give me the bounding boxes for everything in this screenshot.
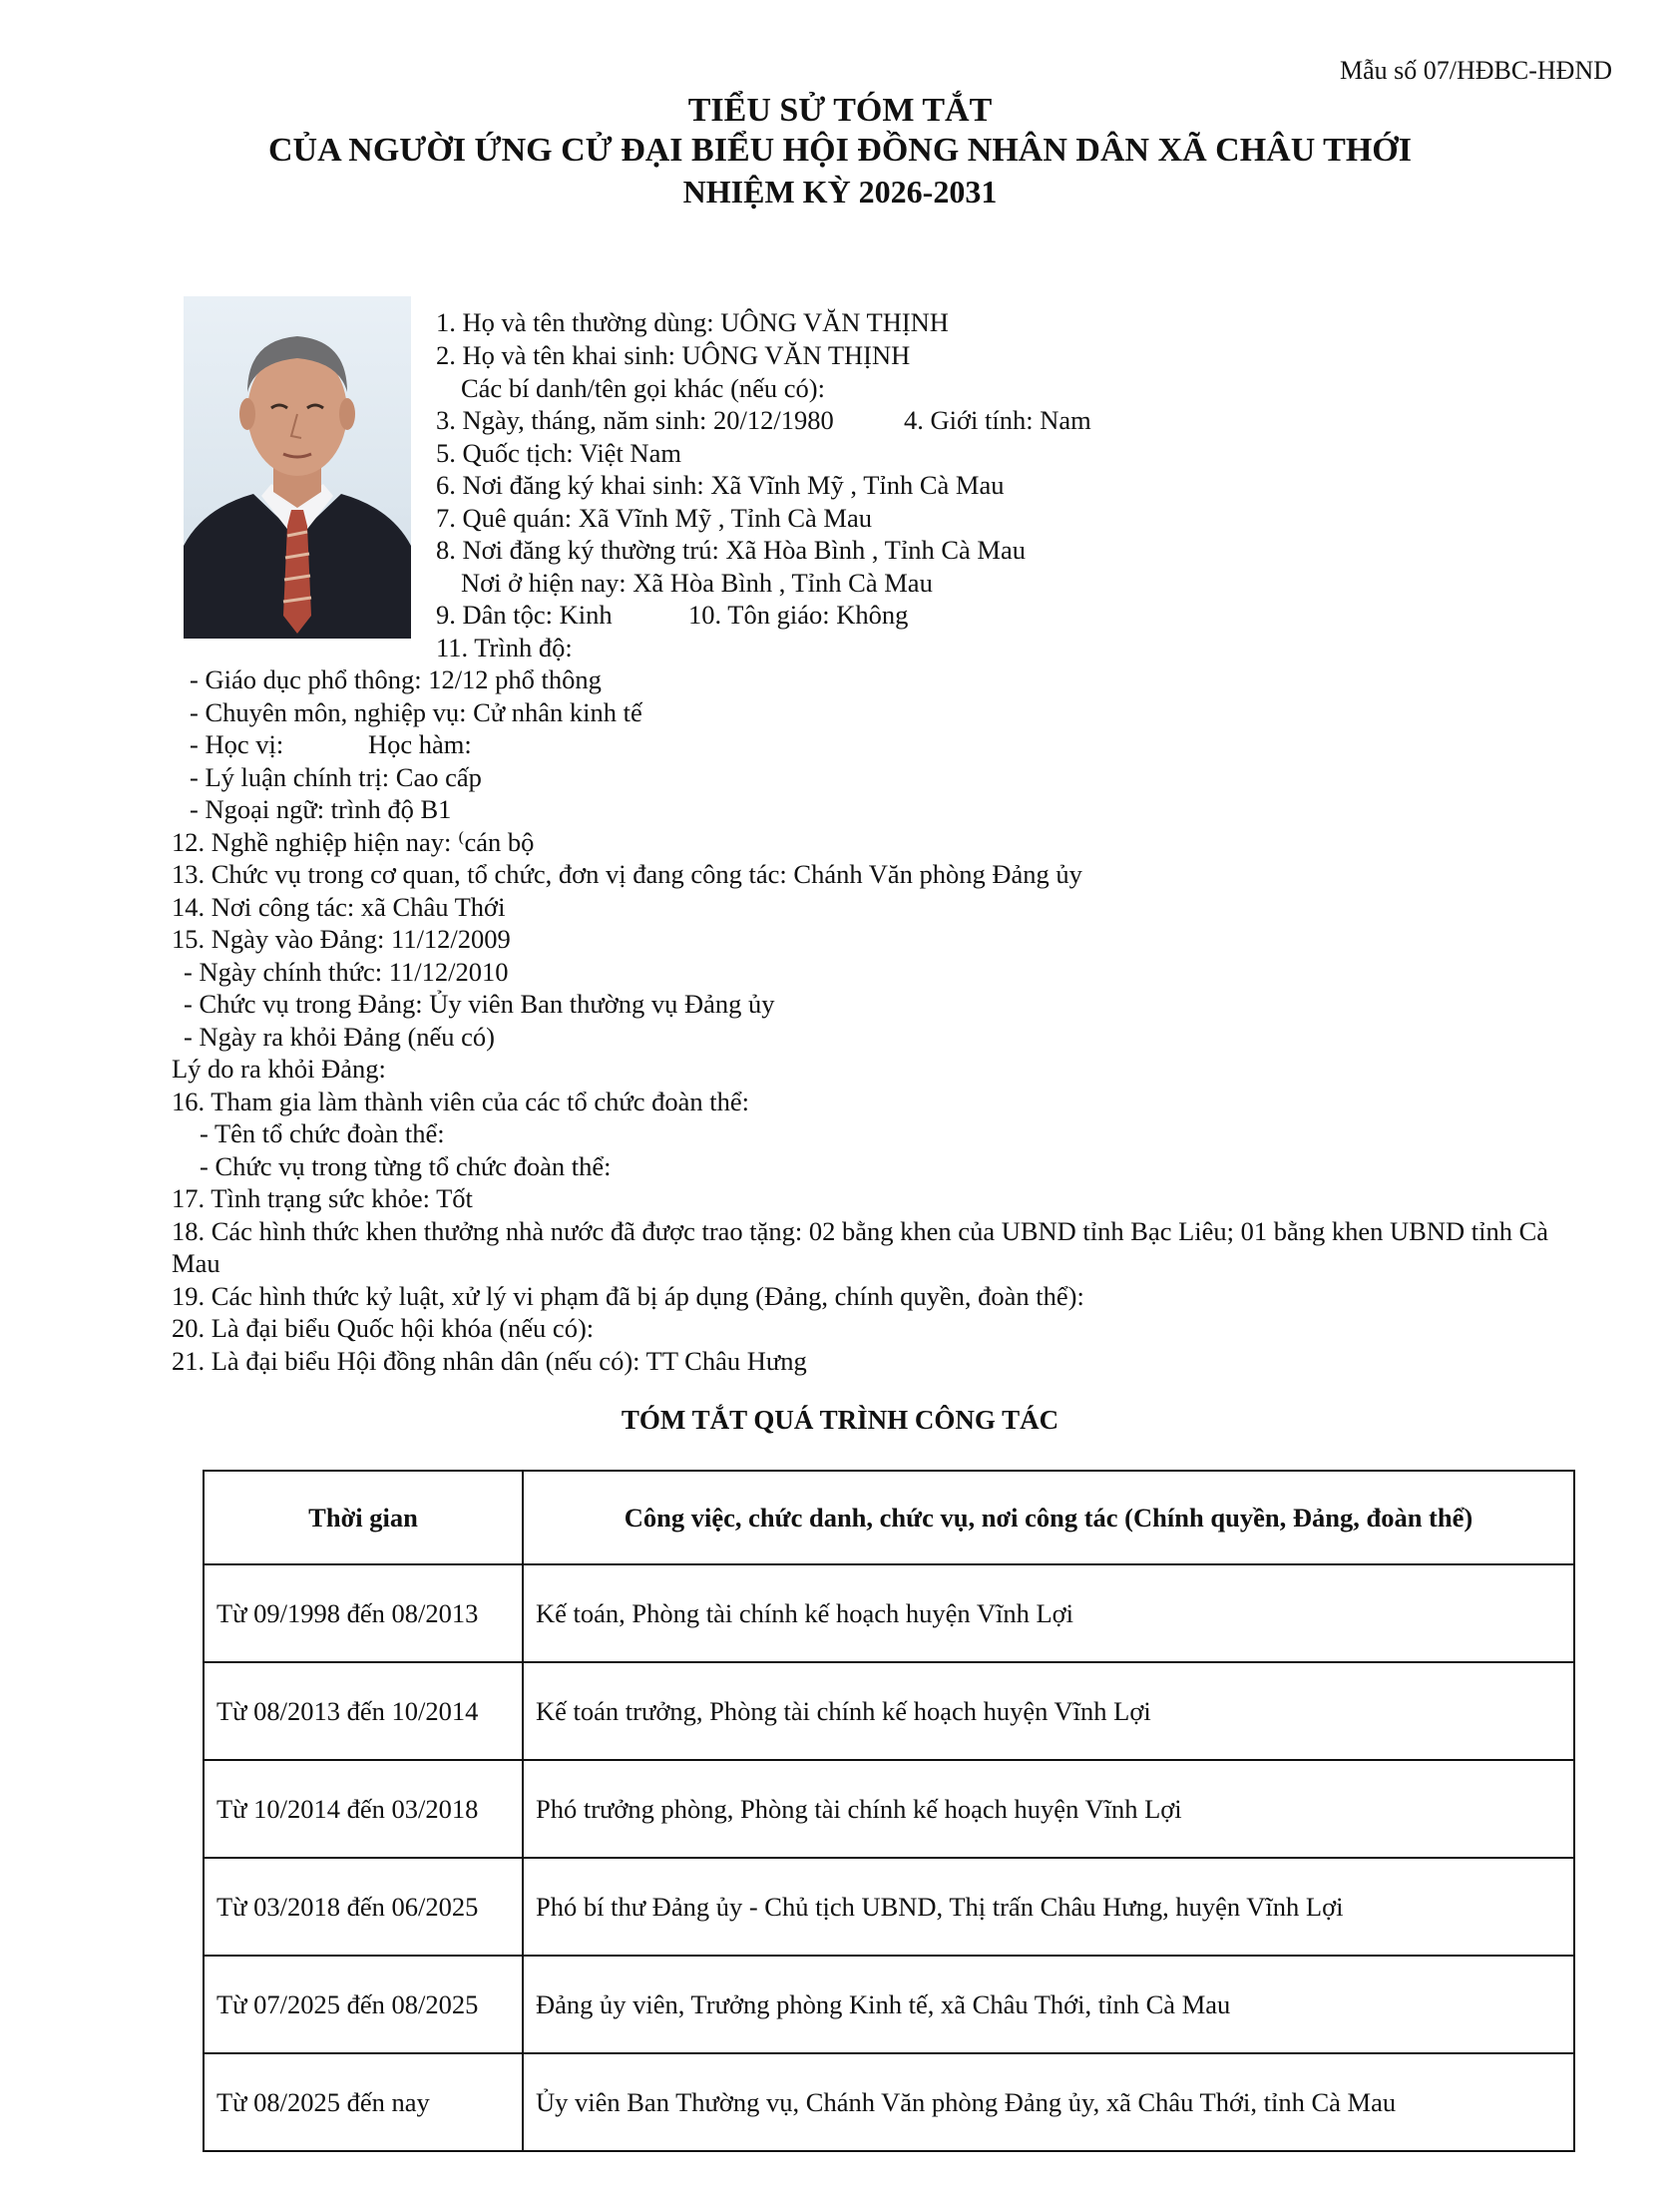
- bio-organizations: 16. Tham gia làm thành viên của các tổ chức đoàn thể:: [172, 1087, 750, 1116]
- bio-occupation: 12. Nghề nghiệp hiện nay: ⁽cán bộ: [172, 827, 535, 857]
- cell-work: Ủy viên Ban Thường vụ, Chánh Văn phòng Đảng ủy, xã Châu Thới, tỉnh Cà Mau: [523, 2053, 1574, 2151]
- bio-people-council: 21. Là đại biểu Hội đồng nhân dân (nếu có): TT Châu Hưng: [172, 1346, 807, 1376]
- cell-time: Từ 08/2013 đến 10/2014: [204, 1662, 523, 1760]
- cell-time: Từ 10/2014 đến 03/2018: [204, 1760, 523, 1858]
- bio-awards: 18. Các hình thức khen thưởng nhà nước đã được trao tặng: 02 bằng khen của UBND tỉnh Bạc Liêu; 01 bằng khen UBND tỉnh Cà: [172, 1216, 1549, 1246]
- cell-time: Từ 08/2025 đến nay: [204, 2053, 523, 2151]
- bio-party-join-date: 15. Ngày vào Đảng: 11/12/2009: [172, 924, 511, 954]
- candidate-photo: [184, 296, 411, 639]
- term-title: NHIỆM KỲ 2026-2031: [682, 174, 998, 210]
- work-history-title: TÓM TẮT QUÁ TRÌNH CÔNG TÁC: [621, 1405, 1059, 1435]
- cell-time: Từ 09/1998 đến 08/2013: [204, 1564, 523, 1662]
- cell-time: Từ 07/2025 đến 08/2025: [204, 1956, 523, 2053]
- bio-academic-title: Học hàm:: [368, 729, 472, 759]
- bio-party-official-date: - Ngày chính thức: 11/12/2010: [184, 957, 509, 987]
- cell-work: Kế toán, Phòng tài chính kế hoạch huyện Vĩnh Lợi: [523, 1564, 1574, 1662]
- form-number: Mẫu số 07/HĐBC-HĐND: [1340, 56, 1612, 85]
- bio-current-residence: Nơi ở hiện nay: Xã Hòa Bình , Tỉnh Cà Mau: [461, 568, 933, 598]
- bio-permanent-residence: 8. Nơi đăng ký thường trú: Xã Hòa Bình , Tỉnh Cà Mau: [436, 535, 1026, 565]
- column-header-work: Công việc, chức danh, chức vụ, nơi công tác (Chính quyền, Đảng, đoàn thể): [523, 1471, 1574, 1564]
- bio-general-education: - Giáo dục phổ thông: 12/12 phổ thông: [190, 664, 602, 694]
- table-header-row: [204, 1471, 1574, 1564]
- bio-aliases: Các bí danh/tên gọi khác (nếu có):: [461, 373, 825, 403]
- bio-education-heading: 11. Trình độ:: [436, 633, 573, 662]
- bio-common-name: 1. Họ và tên thường dùng: UÔNG VĂN THỊNH: [436, 307, 949, 337]
- bio-degree: - Học vị:: [190, 729, 284, 759]
- bio-position: 13. Chức vụ trong cơ quan, tổ chức, đơn vị đang công tác: Chánh Văn phòng Đảng ủy: [172, 859, 1082, 889]
- bio-foreign-language: - Ngoại ngữ: trình độ B1: [190, 794, 452, 824]
- table-row: [204, 2053, 1574, 2151]
- table-row: [204, 1662, 1574, 1760]
- bio-discipline: 19. Các hình thức kỷ luật, xử lý vi phạm đã bị áp dụng (Đảng, chính quyền, đoàn thể):: [172, 1281, 1084, 1311]
- bio-hometown: 7. Quê quán: Xã Vĩnh Mỹ , Tỉnh Cà Mau: [436, 503, 872, 533]
- bio-profession: - Chuyên môn, nghiệp vụ: Cử nhân kinh tế: [190, 697, 642, 727]
- cell-time: Từ 03/2018 đến 06/2025: [204, 1858, 523, 1956]
- document-subtitle: CỦA NGƯỜI ỨNG CỬ ĐẠI BIỂU HỘI ĐỒNG NHÂN DÂN XÃ CHÂU THỚI: [268, 132, 1412, 169]
- bio-political-theory: - Lý luận chính trị: Cao cấp: [190, 762, 482, 792]
- bio-workplace: 14. Nơi công tác: xã Châu Thới: [172, 892, 506, 922]
- document-title: TIỂU SỬ TÓM TẮT: [687, 92, 993, 129]
- bio-religion: 10. Tôn giáo: Không: [688, 600, 909, 630]
- table-row: [204, 1858, 1574, 1956]
- work-history-table: [203, 1470, 1575, 2152]
- cell-work: Phó bí thư Đảng ủy - Chủ tịch UBND, Thị trấn Châu Hưng, huyện Vĩnh Lợi: [523, 1858, 1574, 1956]
- table-row: [204, 1956, 1574, 2053]
- bio-awards-continued: Mau: [172, 1248, 220, 1278]
- bio-organization-position: - Chức vụ trong từng tổ chức đoàn thể:: [200, 1151, 612, 1181]
- bio-health: 17. Tình trạng sức khỏe: Tốt: [172, 1183, 473, 1213]
- table-row: [204, 1760, 1574, 1858]
- bio-nationality: 5. Quốc tịch: Việt Nam: [436, 438, 681, 468]
- bio-birth-registration: 6. Nơi đăng ký khai sinh: Xã Vĩnh Mỹ , Tỉnh Cà Mau: [436, 470, 1005, 500]
- table-row: [204, 1564, 1574, 1662]
- bio-national-assembly: 20. Là đại biểu Quốc hội khóa (nếu có):: [172, 1313, 595, 1343]
- bio-party-leave-reason: Lý do ra khỏi Đảng:: [172, 1054, 386, 1084]
- bio-birth-date: 3. Ngày, tháng, năm sinh: 20/12/1980: [436, 405, 834, 435]
- cell-work: Kế toán trưởng, Phòng tài chính kế hoạch huyện Vĩnh Lợi: [523, 1662, 1574, 1760]
- bio-organization-name: - Tên tổ chức đoàn thể:: [200, 1118, 445, 1148]
- bio-party-leave-date: - Ngày ra khỏi Đảng (nếu có): [184, 1022, 495, 1052]
- bio-gender: 4. Giới tính: Nam: [904, 405, 1091, 435]
- cell-work: Đảng ủy viên, Trưởng phòng Kinh tế, xã Châu Thới, tỉnh Cà Mau: [523, 1956, 1574, 2053]
- bio-birth-name: 2. Họ và tên khai sinh: UÔNG VĂN THỊNH: [436, 340, 911, 370]
- column-header-time: Thời gian: [204, 1471, 523, 1564]
- bio-party-position: - Chức vụ trong Đảng: Ủy viên Ban thường vụ Đảng ủy: [184, 989, 775, 1019]
- cell-work: Phó trưởng phòng, Phòng tài chính kế hoạch huyện Vĩnh Lợi: [523, 1760, 1574, 1858]
- bio-ethnicity: 9. Dân tộc: Kinh: [436, 600, 613, 630]
